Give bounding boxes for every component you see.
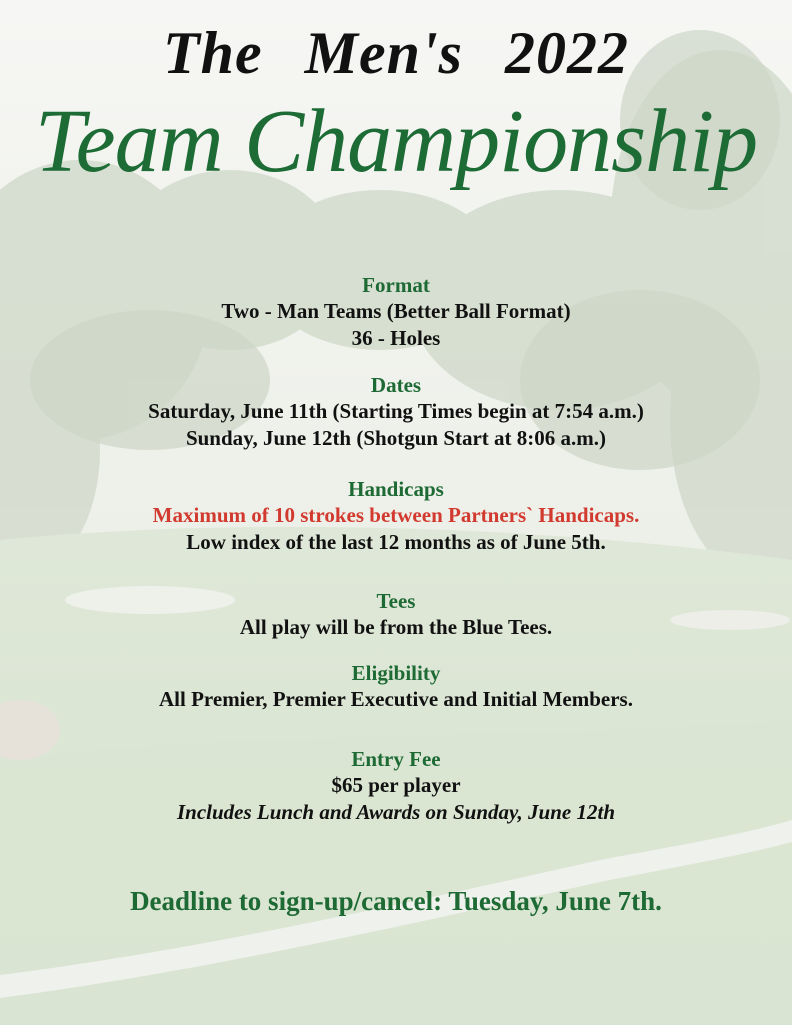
section-line: All Premier, Premier Executive and Initial Members. — [159, 687, 633, 711]
handicaps-section — [0, 476, 792, 556]
section-line: All play will be from the Blue Tees. — [239, 615, 553, 639]
section-heading: Entry Fee — [351, 747, 441, 771]
eligibility-section — [0, 660, 792, 713]
section-line: Two - Man Teams (Better Ball Format) — [221, 299, 571, 323]
section-line-italic: Includes Lunch and Awards on Sunday, June 12th — [176, 800, 616, 824]
entry-fee-section — [0, 746, 792, 826]
tees-section — [0, 588, 792, 641]
format-section — [0, 272, 792, 352]
section-line: Low index of the last 12 months as of June 5th. — [186, 530, 606, 554]
page-title: Team Championship — [34, 92, 758, 191]
section-heading: Tees — [376, 589, 416, 613]
section-line: Sunday, June 12th (Shotgun Start at 8:06 a.m.) — [185, 426, 607, 450]
section-heading: Format — [362, 273, 430, 297]
section-line: 36 - Holes — [351, 326, 441, 350]
section-line: Saturday, June 11th (Starting Times begin at 7:54 a.m.) — [148, 399, 644, 423]
dates-section — [0, 372, 792, 452]
section-heading: Eligibility — [351, 661, 441, 685]
section-line: $65 per player — [331, 773, 461, 797]
section-heading: Dates — [370, 373, 422, 397]
deadline-notice: Deadline to sign-up/cancel: Tuesday, June 7th. — [130, 886, 662, 916]
section-heading: Handicaps — [348, 477, 444, 501]
section-line-highlight: Maximum of 10 strokes between Partners` Handicaps. — [152, 503, 640, 527]
title-line-1: The Men's 2022 — [162, 20, 630, 86]
